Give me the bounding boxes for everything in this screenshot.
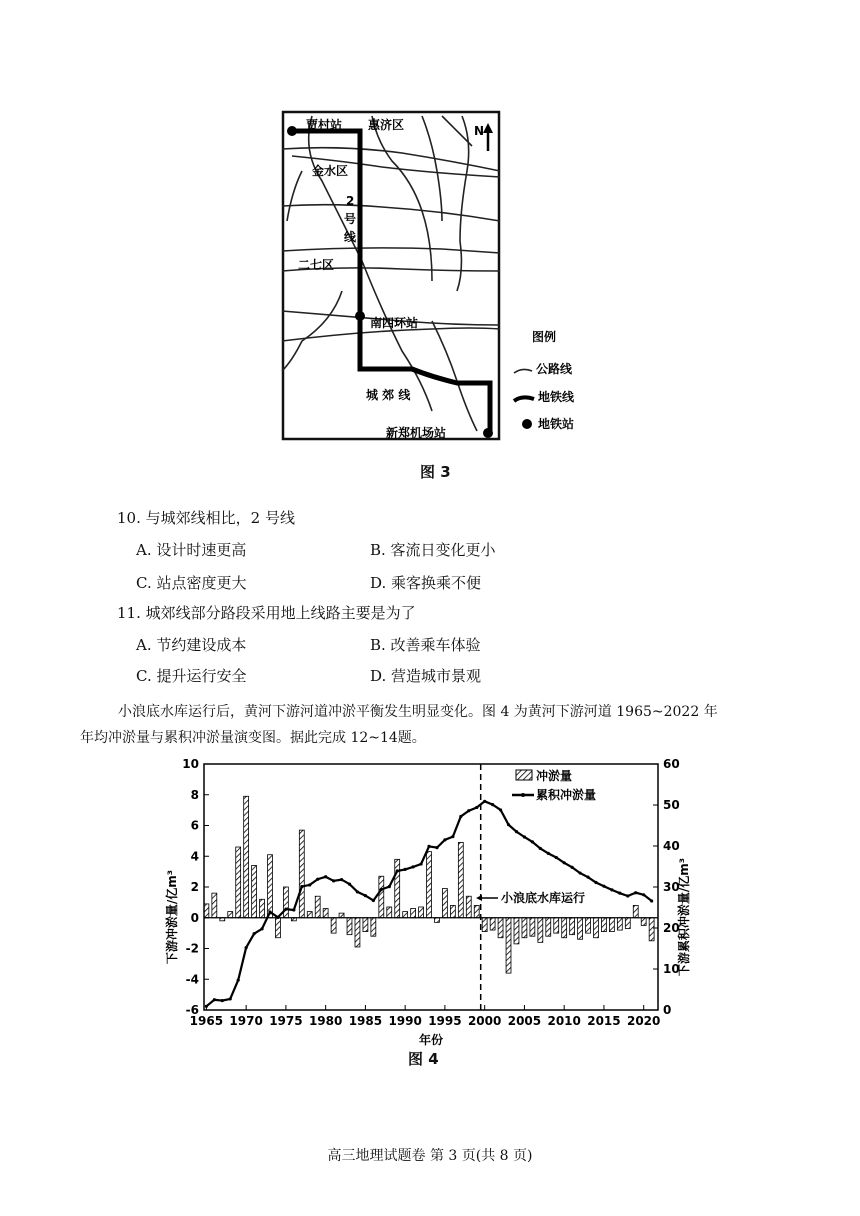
cumulative-point-1970 <box>245 946 248 949</box>
label-chengjiao: 城 郊 线 <box>366 388 411 402</box>
y-tick-label-right: 30 <box>663 880 680 894</box>
bar-2002 <box>498 918 503 938</box>
q10-option-c: C. 站点密度更大 <box>136 574 247 592</box>
bar-1993 <box>427 852 432 918</box>
y-tick-label-left: 0 <box>190 910 199 925</box>
bar-1981 <box>331 918 336 933</box>
x-axis-label: 年份 <box>418 1033 444 1047</box>
figure4-chart <box>160 752 700 1072</box>
cumulative-point-1991 <box>412 865 415 868</box>
passage <box>80 699 780 751</box>
y-tick-label-right: 50 <box>663 798 680 812</box>
bar-1995 <box>442 889 447 918</box>
cumulative-point-2009 <box>555 856 558 859</box>
cumulative-point-2012 <box>578 871 581 874</box>
bar-2000 <box>482 918 487 932</box>
cumulative-point-2004 <box>515 830 518 833</box>
legend-road: 公路线 <box>536 362 573 376</box>
y-tick-label-left: -4 <box>185 972 199 987</box>
label-erqi: 二七区 <box>298 258 335 272</box>
north-arrow-icon <box>483 123 493 151</box>
x-tick-label: 2020 <box>626 1014 661 1028</box>
cumulative-point-1988 <box>388 885 391 888</box>
figure4-caption: 图 4 <box>408 1050 439 1068</box>
cumulative-point-1977 <box>300 885 303 888</box>
cumulative-point-1982 <box>340 878 343 881</box>
cumulative-point-1976 <box>292 908 295 911</box>
bar-2004 <box>514 918 519 944</box>
bar-2001 <box>490 918 495 930</box>
bar-2008 <box>546 918 551 936</box>
label-huiji: 惠济区 <box>368 118 405 132</box>
bar-1984 <box>355 918 360 947</box>
cumulative-point-1983 <box>348 883 351 886</box>
cumulative-point-2010 <box>563 861 566 864</box>
bar-1982 <box>339 913 344 918</box>
cumulative-point-2018 <box>626 894 629 897</box>
cumulative-point-1998 <box>467 809 470 812</box>
cumulative-point-1971 <box>252 932 255 935</box>
cumulative-point-1969 <box>237 978 240 981</box>
y-tick-label-right: 60 <box>663 757 680 771</box>
cumulative-point-1999 <box>475 806 478 809</box>
y-tick-label-left: 4 <box>190 849 199 864</box>
bar-2005 <box>522 918 527 938</box>
y-tick-label-left: -6 <box>185 1003 199 1017</box>
q11-option-c: C. 提升运行安全 <box>136 667 247 685</box>
cumulative-point-2017 <box>618 892 621 895</box>
bar-1968 <box>228 912 233 918</box>
bar-1975 <box>283 887 288 918</box>
bar-1966 <box>212 893 217 918</box>
bar-2007 <box>538 918 543 943</box>
label-line2-1: 2 <box>346 194 355 208</box>
y-tick-label-left: 8 <box>190 787 199 802</box>
cumulative-point-2001 <box>491 803 494 806</box>
bar-2013 <box>586 918 591 933</box>
x-tick-label: 1970 <box>229 1014 263 1028</box>
figure3-map <box>282 111 575 441</box>
cumulative-point-1993 <box>427 845 430 848</box>
cumulative-point-1989 <box>396 869 399 872</box>
cumulative-point-2007 <box>539 847 542 850</box>
bar-1986 <box>371 918 376 936</box>
bar-2017 <box>617 918 622 930</box>
x-tick-label: 1995 <box>428 1014 462 1028</box>
cumulative-point-1997 <box>459 815 462 818</box>
cumulative-point-1990 <box>404 868 407 871</box>
cumulative-point-2008 <box>547 852 550 855</box>
y-tick-label-left: 10 <box>182 757 199 771</box>
bar-2011 <box>570 918 575 935</box>
north-label: N <box>474 124 485 138</box>
bar-1974 <box>275 918 280 938</box>
y-axis-label-left: 下游冲淤量/亿m³ <box>165 869 179 965</box>
cumulative-point-2005 <box>523 835 526 838</box>
bar-2010 <box>562 918 567 938</box>
figure3-caption: 图 3 <box>420 463 451 481</box>
cumulative-point-1966 <box>213 998 216 1001</box>
question-11 <box>117 602 416 623</box>
bar-1990 <box>403 912 408 918</box>
bar-2021 <box>649 918 654 941</box>
y-tick-label-left: 6 <box>190 818 199 833</box>
cumulative-point-1986 <box>372 899 375 902</box>
label-line2-3: 线 <box>344 230 357 244</box>
cumulative-point-2014 <box>594 881 597 884</box>
annotation-label: 小浪底水库运行 <box>501 891 586 905</box>
cumulative-point-1992 <box>419 862 422 865</box>
legend-line-label: 累积冲淤量 <box>536 788 597 802</box>
bar-1972 <box>260 899 265 917</box>
x-tick-label: 1990 <box>388 1014 422 1028</box>
bar-2014 <box>594 918 599 938</box>
station-jiacun <box>287 126 297 136</box>
label-jinshui: 金水区 <box>312 164 349 178</box>
x-tick-label: 1975 <box>269 1014 303 1028</box>
bar-1999 <box>474 905 479 917</box>
y-tick-label-right: 10 <box>663 962 680 976</box>
cumulative-point-1985 <box>364 894 367 897</box>
figure3-svg <box>282 111 602 441</box>
cumulative-point-1973 <box>268 910 271 913</box>
cumulative-point-1984 <box>356 890 359 893</box>
legend-station-swatch <box>522 419 532 429</box>
cumulative-point-1996 <box>451 835 454 838</box>
cumulative-point-2013 <box>586 876 589 879</box>
bar-1980 <box>323 909 328 918</box>
bar-1985 <box>363 918 368 932</box>
cumulative-point-2019 <box>634 891 637 894</box>
question-10 <box>117 507 295 528</box>
bar-2018 <box>625 918 630 929</box>
q10-option-b: B. 客流日变化更小 <box>370 541 496 559</box>
legend-station: 地铁站 <box>538 417 575 431</box>
bar-1994 <box>434 918 439 923</box>
cumulative-point-1980 <box>324 875 327 878</box>
bar-1979 <box>315 896 320 918</box>
bar-2009 <box>554 918 559 933</box>
cumulative-point-2016 <box>610 888 613 891</box>
cumulative-point-1967 <box>221 999 224 1002</box>
label-xinzheng: 新郑机场站 <box>386 426 447 440</box>
cumulative-point-1975 <box>284 908 287 911</box>
bar-1997 <box>458 842 463 917</box>
cumulative-point-2000 <box>483 800 486 803</box>
q11-option-b: B. 改善乘车体验 <box>370 636 481 654</box>
x-tick-label: 2010 <box>547 1014 581 1028</box>
cumulative-point-1981 <box>332 879 335 882</box>
bar-1977 <box>299 830 304 918</box>
bar-2016 <box>609 918 614 932</box>
x-tick-label: 1985 <box>348 1014 383 1028</box>
q11-option-a: A. 节约建设成本 <box>136 636 247 654</box>
bar-2020 <box>641 918 646 926</box>
bar-1969 <box>236 847 241 918</box>
y-tick-label-right: 0 <box>663 1003 672 1017</box>
cumulative-point-1987 <box>380 888 383 891</box>
page-footer: 高三地理试题卷 第 3 页(共 8 页) <box>327 1148 533 1164</box>
question-10-stem: 与城郊线相比，2 号线 <box>145 509 295 527</box>
y-axis-label-right: 下游累积冲淤量/亿m³ <box>677 857 691 977</box>
cumulative-point-1968 <box>229 997 232 1000</box>
cumulative-point-2020 <box>642 893 645 896</box>
cumulative-point-2011 <box>571 866 574 869</box>
bar-1970 <box>244 796 249 917</box>
y-tick-label-left: 2 <box>190 880 199 894</box>
bar-2015 <box>601 918 606 932</box>
cumulative-point-1994 <box>435 846 438 849</box>
question-10-number: 10. <box>117 509 141 527</box>
y-tick-label-right: 20 <box>663 921 680 935</box>
legend-road-swatch <box>514 369 532 373</box>
question-11-stem: 城郊线部分路段采用地上线路主要是为了 <box>145 604 416 622</box>
bar-1988 <box>387 907 392 918</box>
cumulative-point-2002 <box>499 808 502 811</box>
bar-1971 <box>252 865 257 917</box>
bar-1978 <box>307 912 312 918</box>
bar-1998 <box>466 896 471 918</box>
question-11-number: 11. <box>117 604 141 622</box>
x-tick-label: 2015 <box>587 1014 621 1028</box>
legend-bar-swatch <box>516 770 532 780</box>
legend-metro: 地铁线 <box>538 390 575 404</box>
x-tick-label: 1965 <box>189 1014 224 1028</box>
legend-metro-swatch <box>514 397 534 401</box>
label-nansihuan: 南四环站 <box>370 316 419 330</box>
cumulative-point-1972 <box>260 927 263 930</box>
label-line2-2: 号 <box>344 212 357 226</box>
cumulative-point-2015 <box>602 885 605 888</box>
legend-bar-label: 冲淤量 <box>536 769 573 783</box>
cumulative-point-1978 <box>308 883 311 886</box>
legend-title: 图例 <box>532 330 557 344</box>
cumulative-point-1979 <box>316 878 319 881</box>
bar-1992 <box>419 907 424 918</box>
q10-option-a: A. 设计时速更高 <box>136 541 247 559</box>
passage-line-2: 年均冲淤量与累积冲淤量演变图。据此完成 12~14题。 <box>80 730 426 746</box>
bar-1983 <box>347 918 352 935</box>
bar-1987 <box>379 876 384 918</box>
label-jiacun: 贾村站 <box>306 118 343 132</box>
cumulative-point-2006 <box>531 840 534 843</box>
bar-2019 <box>633 905 638 917</box>
station-xinzheng <box>483 428 493 438</box>
x-tick-label: 2000 <box>467 1014 502 1028</box>
cumulative-point-1995 <box>443 838 446 841</box>
bar-2003 <box>506 918 511 973</box>
bar-1991 <box>411 909 416 918</box>
bar-1996 <box>450 905 455 917</box>
bar-2006 <box>530 918 535 936</box>
station-nansihuan <box>355 311 365 321</box>
x-tick-label: 1980 <box>308 1014 343 1028</box>
y-tick-label-right: 40 <box>663 839 680 853</box>
cumulative-point-2003 <box>507 823 510 826</box>
q11-option-d: D. 营造城市景观 <box>370 667 482 685</box>
bar-1973 <box>268 855 273 918</box>
bar-2012 <box>578 918 583 940</box>
passage-line-1: 小浪底水库运行后，黄河下游河道冲淤平衡发生明显变化。图 4 为黄河下游河道 1965~2022 年 <box>118 704 718 720</box>
bar-1989 <box>395 859 400 917</box>
x-tick-label: 2005 <box>507 1014 542 1028</box>
y-tick-label-left: -2 <box>185 941 199 956</box>
cumulative-point-2021 <box>650 899 653 902</box>
q10-option-d: D. 乘客换乘不便 <box>370 574 482 592</box>
